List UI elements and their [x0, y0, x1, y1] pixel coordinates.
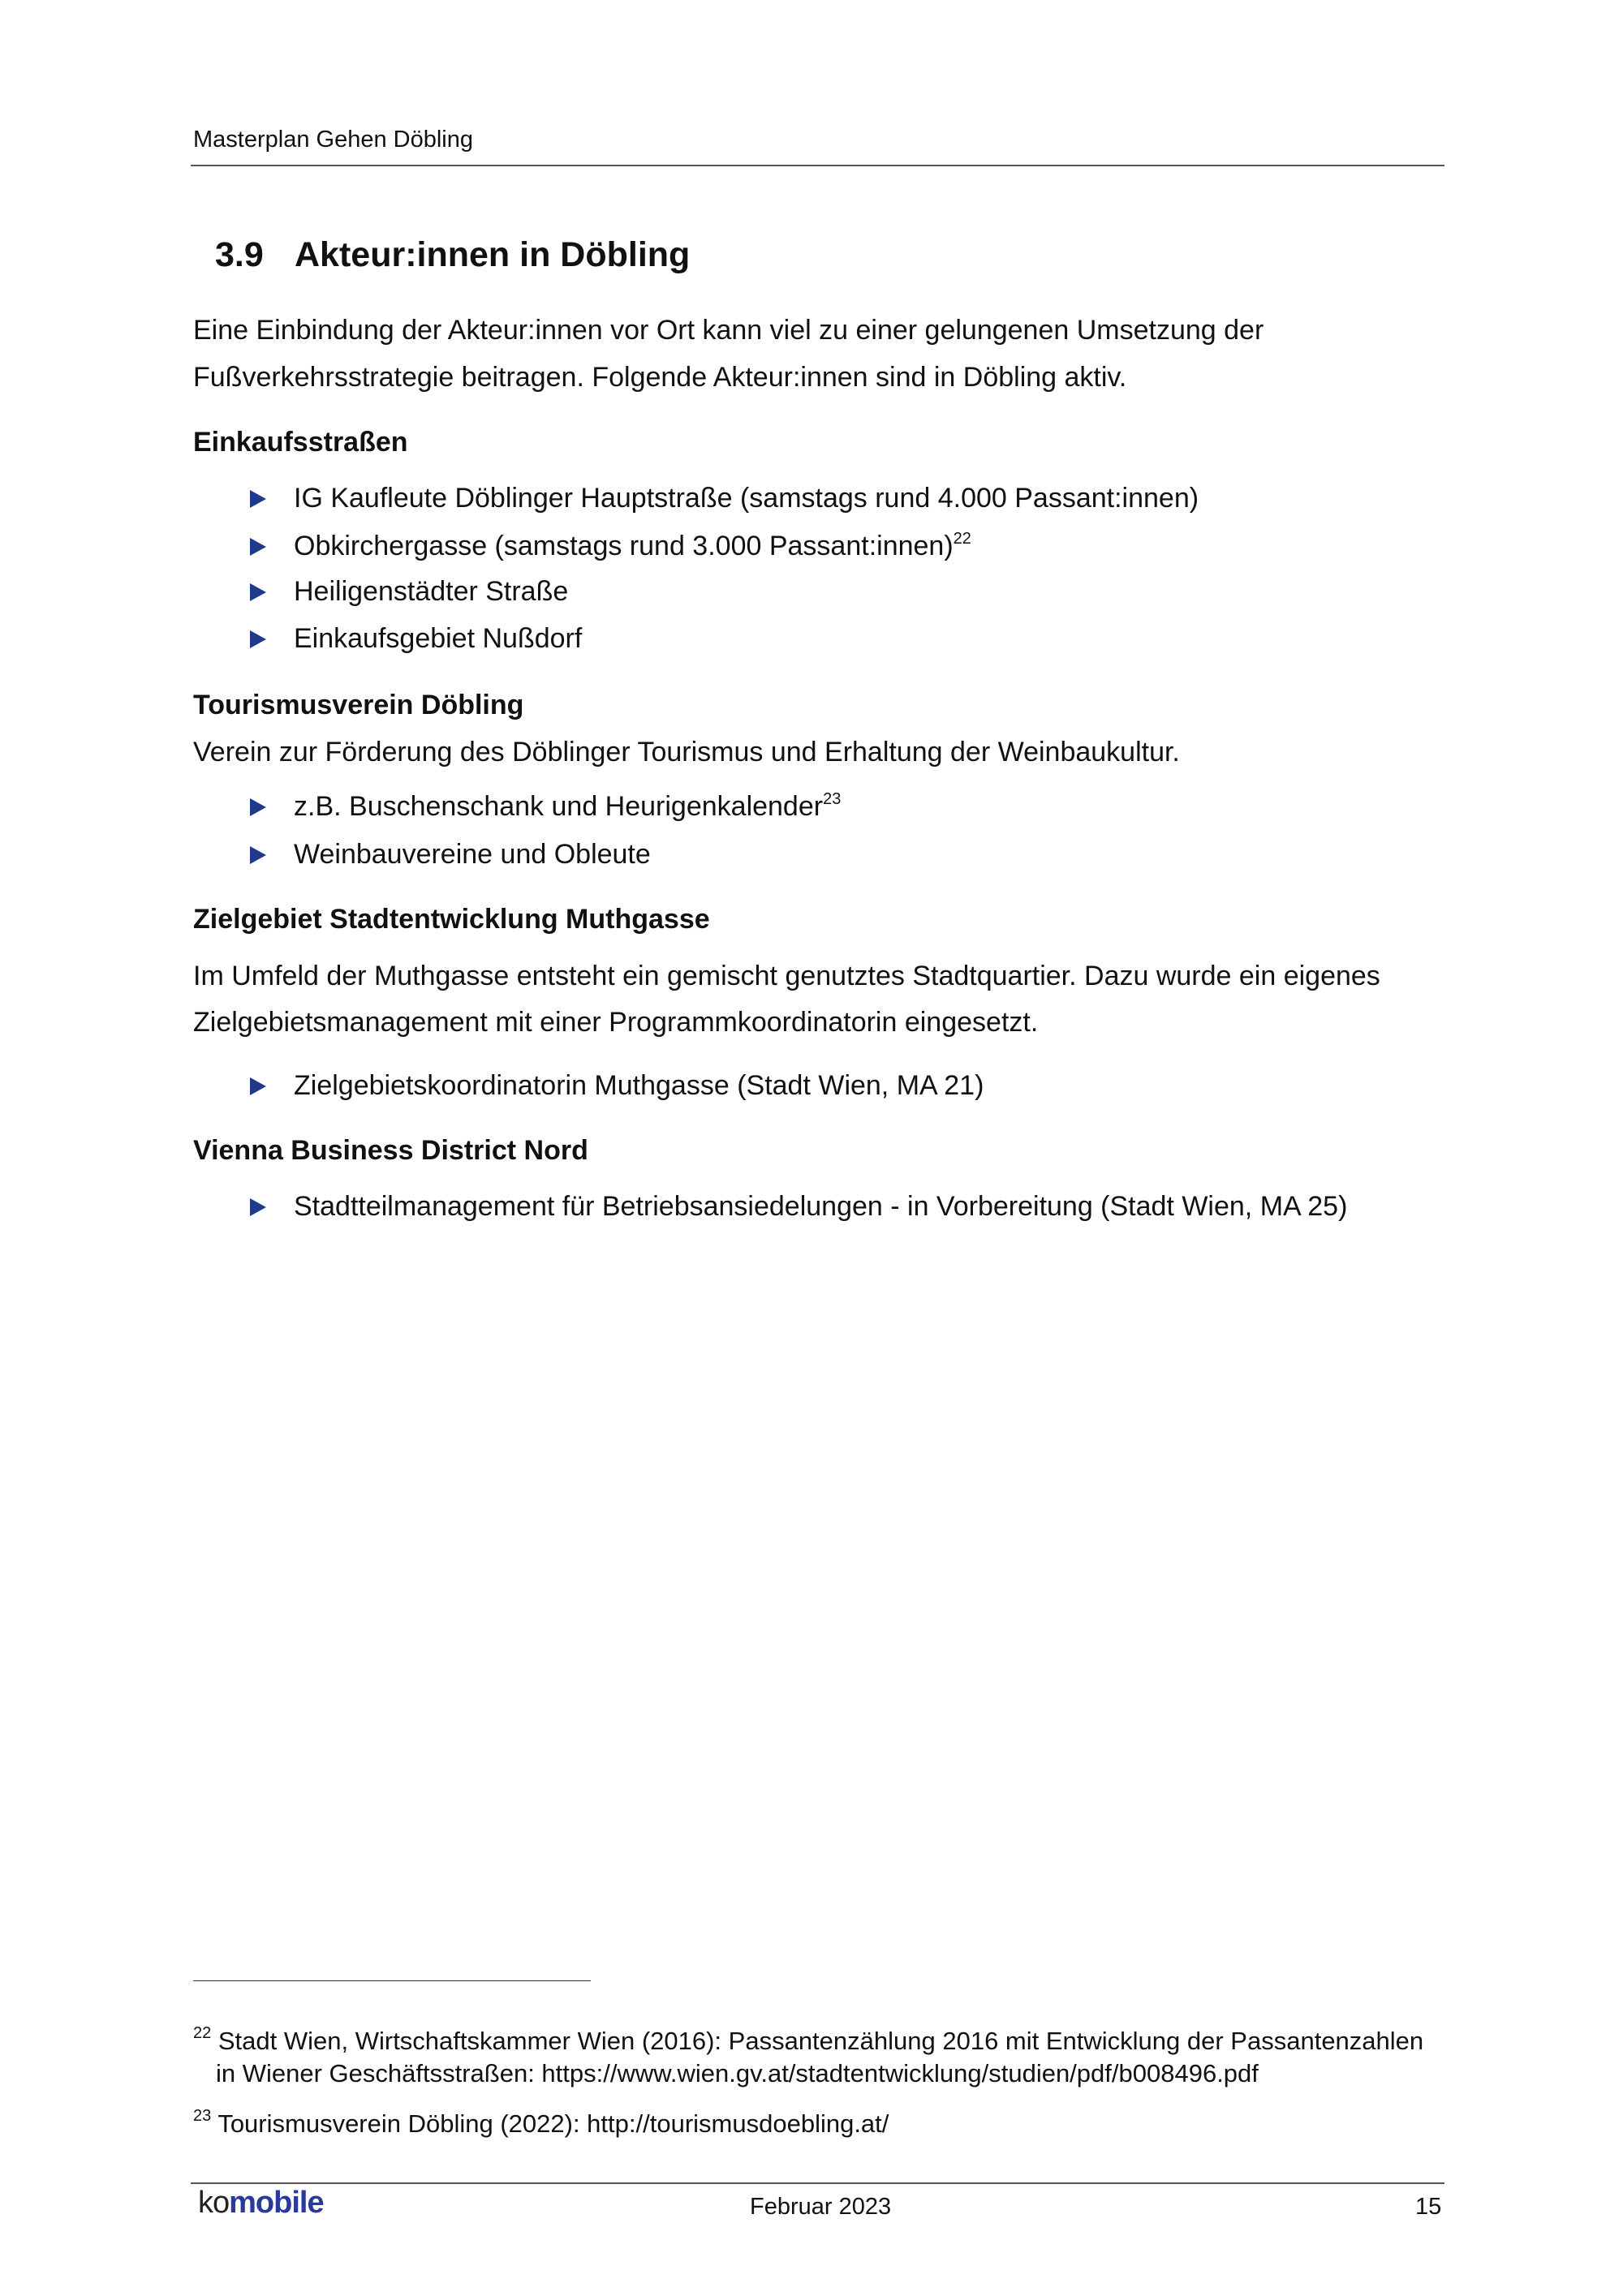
triangle-bullet-icon	[250, 846, 266, 864]
zielgebiet-desc-1: Im Umfeld der Muthgasse entsteht ein gemischt genutztes Stadtquartier. Dazu wurde ein eigenes	[193, 961, 1380, 991]
page-number: 15	[1415, 2194, 1442, 2220]
running-header: Masterplan Gehen Döbling	[193, 127, 473, 153]
intro-line-2: Fußverkehrsstrategie beitragen. Folgende Akteur:innen sind in Döbling aktiv.	[193, 362, 1127, 393]
footer-date: Februar 2023	[750, 2194, 892, 2220]
komobile-logo: komobile	[198, 2186, 324, 2220]
intro-line-1: Eine Einbindung der Akteur:innen vor Ort kann viel zu einer gelungenen Umsetzung der	[193, 315, 1264, 346]
list-item: Heiligenstädter Straße	[250, 568, 568, 615]
section-heading	[215, 235, 690, 275]
footnote-ref: 22	[953, 530, 971, 548]
footnote-23: $^{23}$ Tourismusverein Döbling (2022): http://tourismusdoebling.at/	[193, 2107, 889, 2138]
footnote-ref: 23	[823, 790, 842, 808]
zielgebiet-desc-2: Zielgebietsmanagement mit einer Programmkoordinatorin eingesetzt.	[193, 1007, 1039, 1038]
section-number: 3.9	[215, 235, 264, 274]
list-item: Obkirchergasse (samstags rund 3.000 Passant:innen)$^{22}$	[250, 522, 971, 570]
subheading-vienna-business: Vienna Business District Nord	[193, 1135, 588, 1166]
subheading-zielgebiet: Zielgebiet Stadtentwicklung Muthgasse	[193, 904, 710, 935]
subheading-tourismusverein: Tourismusverein Döbling	[193, 690, 524, 720]
tourismus-desc: Verein zur Förderung des Döblinger Tourismus und Erhaltung der Weinbaukultur.	[193, 737, 1180, 767]
triangle-bullet-icon	[250, 490, 266, 508]
section-title: Akteur:innen in Döbling	[295, 235, 691, 274]
list-item: z.B. Buschenschank und Heurigenkalender$^{23}$	[250, 783, 841, 830]
triangle-bullet-icon	[250, 538, 266, 556]
list-item: Stadtteilmanagement für Betriebsansiedelungen - in Vorbereitung (Stadt Wien, MA 25)	[250, 1183, 1347, 1230]
list-item: IG Kaufleute Döblinger Hauptstraße (samstags rund 4.000 Passant:innen)	[250, 475, 1199, 522]
triangle-bullet-icon	[250, 630, 266, 648]
list-item: Weinbauvereine und Obleute	[250, 831, 651, 878]
triangle-bullet-icon	[250, 1198, 266, 1216]
list-item: Zielgebietskoordinatorin Muthgasse (Stadt Wien, MA 21)	[250, 1062, 984, 1109]
triangle-bullet-icon	[250, 1077, 266, 1095]
list-item: Einkaufsgebiet Nußdorf	[250, 615, 582, 662]
header-rule	[191, 165, 1444, 166]
footnote-separator	[193, 1980, 591, 1981]
triangle-bullet-icon	[250, 798, 266, 816]
footnote-22: $^{22}$ Stadt Wien, Wirtschaftskammer Wien (2016): Passantenzählung 2016 mit Entwicklung der Passantenzahlen in Wiener Geschäftsstraßen: https://www.wien.gv.at/stadtentwicklung/studien/pdf/b008496.pdf	[193, 2024, 1424, 2087]
triangle-bullet-icon	[250, 583, 266, 601]
subheading-einkaufsstrassen: Einkaufsstraßen	[193, 427, 408, 458]
footer-rule	[191, 2182, 1444, 2184]
